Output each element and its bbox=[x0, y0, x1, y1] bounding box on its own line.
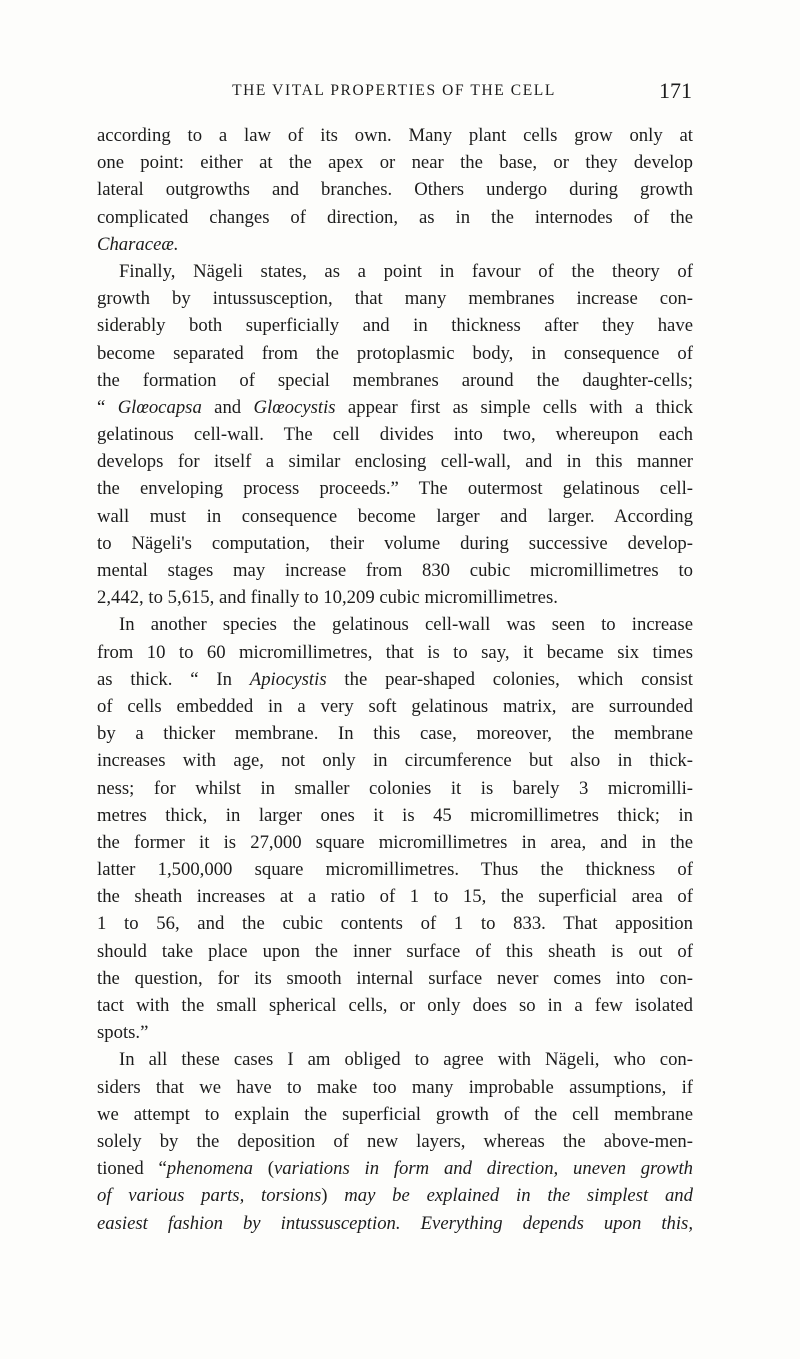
text-line: wall must in consequence become larger and larger. According bbox=[97, 505, 693, 527]
text-line: ness; for whilst in smaller colonies it is barely 3 micromilli- bbox=[97, 777, 693, 799]
text-line: develops for itself a similar enclosing cell-wall, and in this manner bbox=[97, 451, 693, 473]
text-line: siders that we have to make too many improbable assumptions, if bbox=[97, 1076, 693, 1098]
text-line: according to a law of its own. Many plant cells grow only at bbox=[97, 125, 693, 146]
text-line-italic: easiest fashion by intussusception. Everything depends upon this, bbox=[97, 1212, 693, 1234]
text-line: should take place upon the inner surface of this sheath is out of bbox=[97, 940, 693, 962]
text-line: become separated from the protoplasmic body, in consequence of bbox=[97, 342, 693, 364]
paragraph-start: In another species the gelatinous cell-wall was seen to increase bbox=[119, 614, 693, 636]
text-line: 1 to 56, and the cubic contents of 1 to 833. That apposition bbox=[97, 913, 693, 935]
page-number: 171 bbox=[659, 78, 692, 103]
text-line: growth by intussusception, that many membranes increase con- bbox=[97, 288, 693, 310]
text-line: spots.” bbox=[97, 1022, 149, 1044]
text-line: the enveloping process proceeds.” The outermost gelatinous cell- bbox=[97, 478, 693, 500]
text-line: gelatinous cell-wall. The cell divides into two, whereupon each bbox=[97, 424, 693, 446]
text-line: mental stages may increase from 830 cubic micromillimetres to bbox=[97, 560, 693, 581]
running-head bbox=[96, 78, 692, 106]
text-line: 2,442, to 5,615, and finally to 10,209 cubic micromillimetres. bbox=[97, 587, 558, 609]
text-line: the sheath increases at a ratio of 1 to 15, the superficial area of bbox=[97, 886, 693, 908]
italic-term: Characeæ. bbox=[97, 233, 179, 255]
running-title: THE VITAL PROPERTIES OF THE CELL bbox=[232, 82, 556, 99]
body-text bbox=[97, 122, 693, 1237]
text-line: tact with the small spherical cells, or only does so in a few isolated bbox=[97, 995, 693, 1016]
text-line: one point: either at the apex or near the base, or they develop bbox=[97, 152, 693, 174]
text-line bbox=[97, 231, 693, 258]
text-line: by a thicker membrane. In this case, moreover, the membrane bbox=[97, 723, 693, 745]
text-line-apiocystis: as thick. “ In Apiocystis the pear-shaped colonies, which consist bbox=[97, 668, 693, 690]
text-line: complicated changes of direction, as in the internodes of the bbox=[97, 206, 693, 228]
text-line-italic: tioned “phenomena (variations in form and direction, uneven growth bbox=[97, 1158, 693, 1180]
text-line: lateral outgrowths and branches. Others undergo during growth bbox=[97, 179, 693, 201]
text-line: from 10 to 60 micromillimetres, that is to say, it became six times bbox=[97, 641, 693, 663]
text-line: we attempt to explain the superficial growth of the cell membrane bbox=[97, 1103, 693, 1125]
text-line: metres thick, in larger ones it is 45 micromillimetres thick; in bbox=[97, 804, 693, 826]
text-line: of cells embedded in a very soft gelatinous matrix, are surrounded bbox=[97, 695, 693, 717]
text-line: latter 1,500,000 square micromillimetres. Thus the thickness of bbox=[97, 859, 693, 881]
paragraph-start: Finally, Nägeli states, as a point in favour of the theory of bbox=[119, 260, 693, 282]
text-line-gloeocapsa: “ Glœocapsa and Glœocystis appear first as simple cells with a thick bbox=[97, 396, 694, 418]
text-line: the question, for its smooth internal surface never comes into con- bbox=[97, 967, 693, 989]
text-line: to Nägeli's computation, their volume during successive develop- bbox=[97, 532, 693, 554]
text-line: siderably both superficially and in thickness after they have bbox=[97, 315, 693, 337]
text-line: increases with age, not only in circumference but also in thick- bbox=[97, 750, 693, 772]
text-line: the former it is 27,000 square micromillimetres in area, and in the bbox=[97, 831, 693, 853]
text-line-italic: of various parts, torsions) may be explained in the simplest and bbox=[97, 1185, 693, 1207]
paragraph-start: In all these cases I am obliged to agree with Nägeli, who con- bbox=[119, 1049, 693, 1071]
text-line: the formation of special membranes around the daughter-cells; bbox=[97, 369, 693, 391]
text-line: solely by the deposition of new layers, whereas the above-men- bbox=[97, 1130, 693, 1152]
